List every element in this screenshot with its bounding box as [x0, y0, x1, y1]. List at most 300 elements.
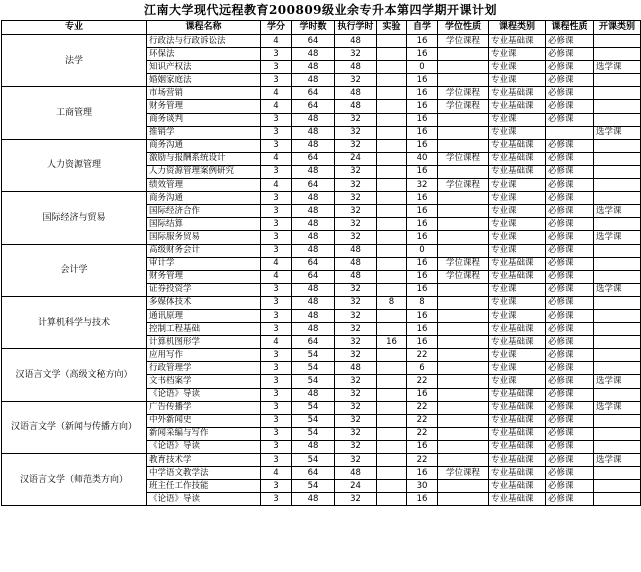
hours-cell: 48	[292, 231, 335, 244]
credits-cell: 3	[261, 61, 292, 74]
course-nature-cell: 必修课	[546, 440, 594, 453]
course-category-cell: 专业课	[489, 113, 546, 126]
credits-cell: 4	[261, 35, 292, 48]
lab-cell	[377, 205, 407, 218]
course-category-cell: 专业课	[489, 283, 546, 296]
course-nature-cell: 必修课	[546, 165, 594, 178]
course-category-cell: 专业课	[489, 349, 546, 362]
course-name-cell: 激励与报酬系统设计	[147, 152, 261, 165]
course-nature-cell: 必修课	[546, 218, 594, 231]
degree-type-cell	[438, 414, 489, 427]
exec-hours-cell: 48	[335, 362, 377, 375]
course-name-cell: 财务管理	[147, 100, 261, 113]
self-study-cell: 8	[407, 296, 438, 309]
hours-cell: 54	[292, 401, 335, 414]
hours-cell: 64	[292, 87, 335, 100]
course-nature-cell: 必修课	[546, 100, 594, 113]
exec-hours-cell: 32	[335, 126, 377, 139]
course-nature-cell: 必修课	[546, 493, 594, 506]
self-study-cell: 16	[407, 35, 438, 48]
self-study-cell: 16	[407, 493, 438, 506]
course-name-cell: 人力资源管理案例研究	[147, 165, 261, 178]
self-study-cell: 22	[407, 427, 438, 440]
lab-cell	[377, 467, 407, 480]
degree-type-cell: 学位课程	[438, 270, 489, 283]
hours-cell: 54	[292, 375, 335, 388]
lab-cell	[377, 257, 407, 270]
hours-cell: 48	[292, 323, 335, 336]
credits-cell: 3	[261, 192, 292, 205]
degree-type-cell: 学位课程	[438, 100, 489, 113]
major-cell: 法学	[2, 35, 147, 87]
course-name-cell: 计算机图形学	[147, 336, 261, 349]
degree-type-cell	[438, 375, 489, 388]
exec-hours-cell: 32	[335, 179, 377, 192]
self-study-cell: 16	[407, 87, 438, 100]
self-study-cell: 16	[407, 48, 438, 61]
course-name-cell: 应用写作	[147, 349, 261, 362]
self-study-cell: 22	[407, 349, 438, 362]
exec-hours-cell: 32	[335, 414, 377, 427]
degree-type-cell	[438, 139, 489, 152]
course-nature-cell: 必修课	[546, 48, 594, 61]
course-name-cell: 环保法	[147, 48, 261, 61]
course-nature-cell: 必修课	[546, 414, 594, 427]
hours-cell: 64	[292, 336, 335, 349]
course-category-cell: 专业课	[489, 179, 546, 192]
credits-cell: 3	[261, 362, 292, 375]
course-category-cell: 专业基础课	[489, 427, 546, 440]
course-name-cell: 《论语》导读	[147, 440, 261, 453]
hours-cell: 48	[292, 440, 335, 453]
hours-cell: 48	[292, 139, 335, 152]
self-study-cell: 16	[407, 165, 438, 178]
offer-type-cell	[594, 362, 641, 375]
header-course-category: 课程类别	[489, 21, 546, 35]
course-nature-cell: 必修课	[546, 87, 594, 100]
hours-cell: 48	[292, 74, 335, 87]
credits-cell: 3	[261, 309, 292, 322]
offer-type-cell: 选学课	[594, 61, 641, 74]
credits-cell: 3	[261, 401, 292, 414]
page-title: 江南大学现代远程教育200809级业余专升本第四学期开课计划	[143, 3, 498, 17]
credits-cell: 3	[261, 113, 292, 126]
major-cell: 计算机科学与技术	[2, 296, 147, 348]
degree-type-cell	[438, 192, 489, 205]
header-hours: 学时数	[292, 21, 335, 35]
hours-cell: 48	[292, 61, 335, 74]
self-study-cell: 0	[407, 244, 438, 257]
course-category-cell: 专业基础课	[489, 87, 546, 100]
course-category-cell: 专业课	[489, 375, 546, 388]
exec-hours-cell: 32	[335, 139, 377, 152]
course-category-cell: 专业基础课	[489, 152, 546, 165]
hours-cell: 64	[292, 35, 335, 48]
offer-type-cell	[594, 113, 641, 126]
course-name-cell: 班主任工作技能	[147, 480, 261, 493]
table-row	[2, 296, 641, 309]
lab-cell	[377, 87, 407, 100]
exec-hours-cell: 32	[335, 493, 377, 506]
credits-cell: 3	[261, 205, 292, 218]
offer-type-cell	[594, 440, 641, 453]
lab-cell	[377, 440, 407, 453]
exec-hours-cell: 32	[335, 296, 377, 309]
header-offer-type: 开课类别	[594, 21, 641, 35]
degree-type-cell	[438, 323, 489, 336]
lab-cell	[377, 427, 407, 440]
exec-hours-cell: 32	[335, 323, 377, 336]
degree-type-cell	[438, 74, 489, 87]
degree-type-cell	[438, 427, 489, 440]
table-row	[2, 349, 641, 362]
degree-type-cell	[438, 61, 489, 74]
credits-cell: 3	[261, 218, 292, 231]
exec-hours-cell: 48	[335, 35, 377, 48]
course-category-cell: 专业课	[489, 48, 546, 61]
lab-cell: 16	[377, 336, 407, 349]
self-study-cell: 30	[407, 480, 438, 493]
offer-type-cell	[594, 244, 641, 257]
offer-type-cell	[594, 414, 641, 427]
offer-type-cell	[594, 257, 641, 270]
degree-type-cell	[438, 440, 489, 453]
self-study-cell: 16	[407, 192, 438, 205]
offer-type-cell	[594, 87, 641, 100]
degree-type-cell	[438, 296, 489, 309]
self-study-cell: 6	[407, 362, 438, 375]
self-study-cell: 16	[407, 309, 438, 322]
offer-type-cell	[594, 323, 641, 336]
degree-type-cell	[438, 126, 489, 139]
degree-type-cell	[438, 244, 489, 257]
course-category-cell: 专业基础课	[489, 270, 546, 283]
lab-cell	[377, 283, 407, 296]
course-name-cell: 市场营销	[147, 87, 261, 100]
course-category-cell: 专业课	[489, 218, 546, 231]
credits-cell: 3	[261, 296, 292, 309]
major-cell: 汉语言文学（新闻与传播方向）	[2, 401, 147, 453]
course-nature-cell: 必修课	[546, 113, 594, 126]
credits-cell: 3	[261, 375, 292, 388]
self-study-cell: 16	[407, 323, 438, 336]
degree-type-cell	[438, 454, 489, 467]
offer-type-cell	[594, 467, 641, 480]
credits-cell: 3	[261, 388, 292, 401]
degree-type-cell	[438, 205, 489, 218]
lab-cell	[377, 139, 407, 152]
lab-cell	[377, 480, 407, 493]
exec-hours-cell: 32	[335, 375, 377, 388]
hours-cell: 64	[292, 270, 335, 283]
major-cell: 会计学	[2, 244, 147, 296]
hours-cell: 48	[292, 205, 335, 218]
course-category-cell: 专业基础课	[489, 35, 546, 48]
credits-cell: 3	[261, 323, 292, 336]
hours-cell: 48	[292, 48, 335, 61]
offer-type-cell	[594, 139, 641, 152]
credits-cell: 4	[261, 467, 292, 480]
course-nature-cell: 必修课	[546, 283, 594, 296]
credits-cell: 4	[261, 87, 292, 100]
exec-hours-cell: 32	[335, 205, 377, 218]
course-nature-cell: 必修课	[546, 362, 594, 375]
lab-cell	[377, 323, 407, 336]
course-nature-cell: 必修课	[546, 179, 594, 192]
course-category-cell: 专业课	[489, 244, 546, 257]
degree-type-cell: 学位课程	[438, 467, 489, 480]
self-study-cell: 22	[407, 454, 438, 467]
self-study-cell: 22	[407, 375, 438, 388]
course-name-cell: 知识产权法	[147, 61, 261, 74]
self-study-cell: 16	[407, 126, 438, 139]
hours-cell: 48	[292, 309, 335, 322]
course-category-cell: 专业基础课	[489, 323, 546, 336]
hours-cell: 48	[292, 218, 335, 231]
course-nature-cell: 必修课	[546, 152, 594, 165]
course-category-cell: 专业基础课	[489, 139, 546, 152]
table-row	[2, 401, 641, 414]
course-name-cell: 绩效管理	[147, 179, 261, 192]
course-nature-cell: 必修课	[546, 480, 594, 493]
course-category-cell: 专业课	[489, 296, 546, 309]
major-cell: 汉语言文学（师范类方向）	[2, 454, 147, 506]
offer-type-cell	[594, 192, 641, 205]
credits-cell: 3	[261, 283, 292, 296]
offer-type-cell: 选学课	[594, 401, 641, 414]
exec-hours-cell: 32	[335, 401, 377, 414]
course-nature-cell: 必修课	[546, 454, 594, 467]
exec-hours-cell: 32	[335, 309, 377, 322]
degree-type-cell	[438, 493, 489, 506]
degree-type-cell	[438, 48, 489, 61]
offer-type-cell	[594, 165, 641, 178]
hours-cell: 64	[292, 100, 335, 113]
course-name-cell: 国际经济合作	[147, 205, 261, 218]
course-category-cell: 专业课	[489, 74, 546, 87]
self-study-cell: 16	[407, 440, 438, 453]
exec-hours-cell: 32	[335, 192, 377, 205]
credits-cell: 3	[261, 480, 292, 493]
lab-cell	[377, 179, 407, 192]
offer-type-cell	[594, 218, 641, 231]
offer-type-cell	[594, 349, 641, 362]
offer-type-cell	[594, 336, 641, 349]
course-name-cell: 广告传播学	[147, 401, 261, 414]
offer-type-cell	[594, 309, 641, 322]
course-name-cell: 教育技术学	[147, 454, 261, 467]
degree-type-cell: 学位课程	[438, 152, 489, 165]
course-nature-cell	[546, 126, 594, 139]
degree-type-cell: 学位课程	[438, 35, 489, 48]
hours-cell: 48	[292, 192, 335, 205]
self-study-cell: 32	[407, 179, 438, 192]
course-category-cell: 专业基础课	[489, 100, 546, 113]
hours-cell: 48	[292, 388, 335, 401]
hours-cell: 54	[292, 427, 335, 440]
course-nature-cell: 必修课	[546, 35, 594, 48]
course-name-cell: 高级财务会计	[147, 244, 261, 257]
hours-cell: 48	[292, 244, 335, 257]
hours-cell: 64	[292, 467, 335, 480]
offer-type-cell	[594, 270, 641, 283]
degree-type-cell	[438, 283, 489, 296]
course-category-cell: 专业课	[489, 362, 546, 375]
hours-cell: 48	[292, 126, 335, 139]
credits-cell: 4	[261, 152, 292, 165]
course-nature-cell: 必修课	[546, 296, 594, 309]
self-study-cell: 40	[407, 152, 438, 165]
credits-cell: 3	[261, 126, 292, 139]
credits-cell: 3	[261, 48, 292, 61]
lab-cell	[377, 362, 407, 375]
table-row	[2, 87, 641, 100]
offer-type-cell	[594, 35, 641, 48]
credits-cell: 4	[261, 336, 292, 349]
exec-hours-cell: 48	[335, 244, 377, 257]
lab-cell	[377, 165, 407, 178]
course-name-cell: 中学语文教学法	[147, 467, 261, 480]
course-nature-cell: 必修课	[546, 61, 594, 74]
self-study-cell: 16	[407, 139, 438, 152]
course-category-cell: 专业课	[489, 192, 546, 205]
course-nature-cell: 必修课	[546, 74, 594, 87]
self-study-cell: 16	[407, 283, 438, 296]
lab-cell	[377, 100, 407, 113]
offer-type-cell	[594, 100, 641, 113]
course-nature-cell: 必修课	[546, 427, 594, 440]
exec-hours-cell: 48	[335, 467, 377, 480]
credits-cell: 4	[261, 179, 292, 192]
exec-hours-cell: 32	[335, 440, 377, 453]
hours-cell: 48	[292, 283, 335, 296]
self-study-cell: 16	[407, 113, 438, 126]
course-category-cell: 专业基础课	[489, 388, 546, 401]
lab-cell	[377, 349, 407, 362]
exec-hours-cell: 32	[335, 283, 377, 296]
course-name-cell: 通讯原理	[147, 309, 261, 322]
hours-cell: 48	[292, 493, 335, 506]
self-study-cell: 16	[407, 218, 438, 231]
course-name-cell: 财务管理	[147, 270, 261, 283]
table-row	[2, 244, 641, 257]
exec-hours-cell: 32	[335, 336, 377, 349]
course-nature-cell: 必修课	[546, 231, 594, 244]
lab-cell	[377, 244, 407, 257]
header-course-name: 课程名称	[147, 21, 261, 35]
degree-type-cell	[438, 349, 489, 362]
hours-cell: 48	[292, 165, 335, 178]
self-study-cell: 22	[407, 401, 438, 414]
exec-hours-cell: 32	[335, 113, 377, 126]
degree-type-cell	[438, 362, 489, 375]
exec-hours-cell: 32	[335, 74, 377, 87]
lab-cell	[377, 493, 407, 506]
self-study-cell: 16	[407, 100, 438, 113]
course-nature-cell: 必修课	[546, 244, 594, 257]
course-nature-cell: 必修课	[546, 205, 594, 218]
header-row	[2, 21, 641, 35]
course-category-cell: 专业基础课	[489, 493, 546, 506]
course-nature-cell: 必修课	[546, 336, 594, 349]
degree-type-cell	[438, 336, 489, 349]
degree-type-cell	[438, 218, 489, 231]
offer-type-cell: 选学课	[594, 205, 641, 218]
offer-type-cell	[594, 493, 641, 506]
major-cell: 人力资源管理	[2, 139, 147, 191]
hours-cell: 54	[292, 349, 335, 362]
course-nature-cell: 必修课	[546, 388, 594, 401]
exec-hours-cell: 32	[335, 218, 377, 231]
hours-cell: 64	[292, 257, 335, 270]
course-category-cell: 专业基础课	[489, 401, 546, 414]
degree-type-cell	[438, 480, 489, 493]
credits-cell: 3	[261, 74, 292, 87]
course-nature-cell: 必修课	[546, 192, 594, 205]
course-nature-cell: 必修课	[546, 349, 594, 362]
exec-hours-cell: 32	[335, 349, 377, 362]
offer-type-cell: 选学课	[594, 126, 641, 139]
course-nature-cell: 必修课	[546, 401, 594, 414]
offer-type-cell: 选学课	[594, 231, 641, 244]
exec-hours-cell: 32	[335, 48, 377, 61]
degree-type-cell	[438, 309, 489, 322]
course-name-cell: 国际结算	[147, 218, 261, 231]
course-name-cell: 控制工程基础	[147, 323, 261, 336]
course-plan-table	[1, 20, 641, 506]
header-lab: 实验	[377, 21, 407, 35]
lab-cell	[377, 401, 407, 414]
course-category-cell: 专业课	[489, 231, 546, 244]
course-nature-cell: 必修课	[546, 309, 594, 322]
course-nature-cell: 必修课	[546, 323, 594, 336]
course-category-cell: 专业基础课	[489, 414, 546, 427]
exec-hours-cell: 24	[335, 152, 377, 165]
major-cell: 工商管理	[2, 87, 147, 139]
lab-cell	[377, 454, 407, 467]
exec-hours-cell: 32	[335, 427, 377, 440]
course-name-cell: 行政法与行政诉讼法	[147, 35, 261, 48]
offer-type-cell	[594, 427, 641, 440]
exec-hours-cell: 32	[335, 454, 377, 467]
exec-hours-cell: 48	[335, 87, 377, 100]
degree-type-cell	[438, 113, 489, 126]
offer-type-cell: 选学课	[594, 283, 641, 296]
major-cell: 国际经济与贸易	[2, 192, 147, 244]
course-category-cell: 专业课	[489, 309, 546, 322]
self-study-cell: 16	[407, 388, 438, 401]
course-category-cell: 专业课	[489, 126, 546, 139]
exec-hours-cell: 48	[335, 61, 377, 74]
hours-cell: 48	[292, 296, 335, 309]
course-name-cell: 文书档案学	[147, 375, 261, 388]
degree-type-cell	[438, 388, 489, 401]
self-study-cell: 16	[407, 270, 438, 283]
exec-hours-cell: 32	[335, 388, 377, 401]
course-category-cell: 专业基础课	[489, 454, 546, 467]
course-name-cell: 证券投资学	[147, 283, 261, 296]
lab-cell: 8	[377, 296, 407, 309]
course-name-cell: 国际服务贸易	[147, 231, 261, 244]
course-nature-cell: 必修课	[546, 139, 594, 152]
lab-cell	[377, 192, 407, 205]
lab-cell	[377, 74, 407, 87]
course-name-cell: 行政管理学	[147, 362, 261, 375]
offer-type-cell: 选学课	[594, 454, 641, 467]
lab-cell	[377, 48, 407, 61]
course-name-cell: 新闻采编与写作	[147, 427, 261, 440]
hours-cell: 54	[292, 480, 335, 493]
